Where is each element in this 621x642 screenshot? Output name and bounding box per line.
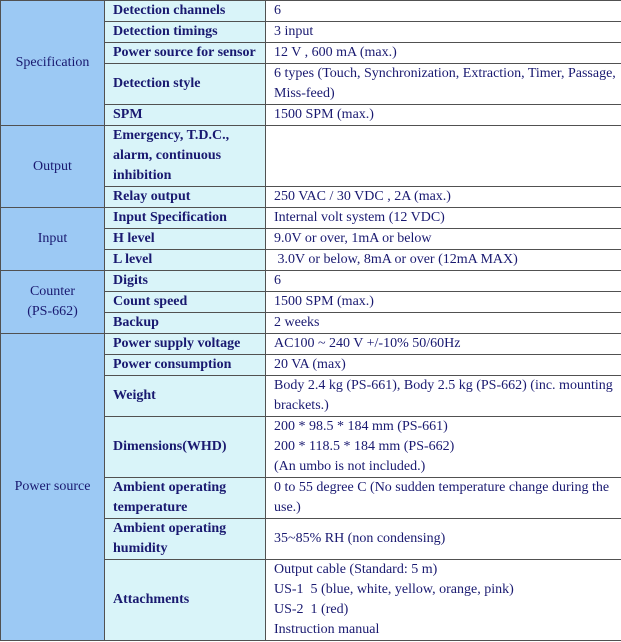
category-cell-text: Input: [37, 231, 68, 246]
spec-label-cell-text: Dimensions(WHD): [113, 439, 227, 454]
spec-label-cell: [105, 187, 266, 208]
spec-value-cell-text: US-1 5 (blue, white, yellow, orange, pink): [274, 582, 514, 597]
spec-value-cell: [266, 560, 621, 641]
spec-label-cell-text: Ambient operating: [113, 521, 227, 536]
spec-value-cell-text: 1500 SPM (max.): [274, 294, 374, 309]
table-row: [1, 126, 621, 187]
table-row: [1, 1, 621, 22]
spec-value-cell-text: 12 V , 600 mA (max.): [274, 45, 397, 60]
spec-label-cell-text: temperature: [113, 500, 188, 515]
spec-label-cell: [105, 355, 266, 376]
spec-value-cell-text: 9.0V or over, 1mA or below: [274, 231, 432, 246]
spec-value-cell: [266, 478, 621, 519]
spec-value-cell-text: 250 VAC / 30 VDC , 2A (max.): [274, 189, 451, 204]
spec-value-cell: [266, 313, 621, 334]
spec-value-cell-text: 6: [274, 3, 281, 18]
table-row: [1, 208, 621, 229]
spec-label-cell: [105, 376, 266, 417]
spec-label-cell-text: Input Specification: [113, 210, 227, 225]
category-cell: [1, 271, 105, 334]
category-cell: [1, 208, 105, 271]
spec-value-cell-text: 3 input: [274, 24, 314, 39]
spec-label-cell: [105, 250, 266, 271]
spec-label-cell-text: humidity: [113, 541, 168, 556]
spec-label-cell-text: L level: [113, 252, 153, 267]
spec-label-cell-text: Detection timings: [113, 24, 218, 39]
spec-label-cell: [105, 334, 266, 355]
spec-value-cell: [266, 417, 621, 478]
spec-value-cell-text: 20 VA (max): [274, 357, 346, 372]
spec-label-cell: [105, 1, 266, 22]
spec-value-cell: [266, 208, 621, 229]
spec-value-cell: [266, 126, 621, 187]
spec-label-cell: [105, 417, 266, 478]
spec-table-body: [1, 1, 621, 641]
spec-label-cell-text: inhibition: [113, 168, 172, 183]
spec-value-cell-text: Body 2.4 kg (PS-661), Body 2.5 kg (PS-662) (inc. mounting: [274, 378, 613, 393]
spec-value-cell-text: 1500 SPM (max.): [274, 107, 374, 122]
spec-label-cell-text: Power consumption: [113, 357, 232, 372]
spec-value-cell-text: brackets.): [274, 398, 329, 413]
spec-label-cell-text: Ambient operating: [113, 480, 227, 495]
spec-label-cell-text: Attachments: [113, 592, 190, 607]
spec-value-cell-text: 3.0V or below, 8mA or over (12mA MAX): [274, 252, 518, 267]
spec-value-cell-text: 200 * 98.5 * 184 mm (PS-661): [274, 419, 448, 434]
spec-value-cell: [266, 271, 621, 292]
spec-label-cell: [105, 229, 266, 250]
spec-value-cell: [266, 250, 621, 271]
spec-value-cell-text: US-2 1 (red): [274, 602, 349, 617]
spec-label-cell: [105, 560, 266, 641]
spec-value-cell-text: 6: [274, 273, 281, 288]
spec-label-cell-text: SPM: [113, 107, 143, 122]
spec-value-cell-text: Output cable (Standard: 5 m): [274, 562, 438, 577]
spec-value-cell-text: 2 weeks: [274, 315, 320, 330]
spec-label-cell-text: Power supply voltage: [113, 336, 241, 351]
spec-label-cell: [105, 105, 266, 126]
spec-label-cell: [105, 292, 266, 313]
spec-label-cell: [105, 313, 266, 334]
spec-label-cell-text: H level: [113, 231, 155, 246]
spec-value-cell-text: 0 to 55 degree C (No sudden temperature change during the: [274, 480, 610, 495]
spec-value-cell: [266, 1, 621, 22]
category-cell-text: (PS-662): [27, 304, 78, 319]
spec-label-cell: [105, 208, 266, 229]
spec-value-cell: [266, 376, 621, 417]
spec-value-cell-text: Internal volt system (12 VDC): [274, 210, 445, 225]
spec-label-cell-text: Power source for sensor: [113, 45, 256, 60]
spec-value-cell: [266, 519, 621, 560]
spec-label-cell-text: Digits: [113, 273, 148, 288]
spec-label-cell-text: Emergency, T.D.C.,: [113, 128, 230, 143]
category-cell-text: Counter: [29, 284, 76, 299]
spec-label-cell-text: Count speed: [113, 294, 188, 309]
spec-value-cell-text: use.): [274, 500, 301, 515]
spec-label-cell: [105, 43, 266, 64]
spec-value-cell: [266, 22, 621, 43]
category-cell: [1, 126, 105, 208]
spec-value-cell-text: (An umbo is not included.): [274, 459, 426, 474]
table-row: [1, 271, 621, 292]
spec-value-cell: [266, 229, 621, 250]
category-cell: [1, 334, 105, 641]
spec-value-cell: [266, 43, 621, 64]
category-cell-text: Specification: [15, 55, 90, 70]
spec-label-cell: [105, 478, 266, 519]
spec-label-cell-text: Weight: [113, 388, 156, 403]
spec-value-cell: [266, 334, 621, 355]
spec-label-cell-text: alarm, continuous: [113, 148, 222, 163]
spec-label-cell-text: Detection style: [113, 76, 201, 91]
spec-value-cell: [266, 105, 621, 126]
category-cell-text: Power source: [14, 479, 91, 494]
spec-value-cell: [266, 355, 621, 376]
spec-value-cell-text: 200 * 118.5 * 184 mm (PS-662): [274, 439, 455, 454]
spec-value-cell-text: Miss-feed): [274, 86, 335, 101]
spec-label-cell-text: Detection channels: [113, 3, 226, 18]
spec-value-cell: [266, 64, 621, 105]
spec-label-cell: [105, 271, 266, 292]
spec-value-cell-text: Instruction manual: [274, 622, 380, 637]
spec-label-cell: [105, 22, 266, 43]
table-row: [1, 334, 621, 355]
spec-value-cell-text: 35~85% RH (non condensing): [274, 531, 446, 546]
spec-label-cell-text: Relay output: [113, 189, 191, 204]
category-cell-text: Output: [33, 158, 72, 174]
category-cell: [1, 1, 105, 126]
spec-value-cell: [266, 187, 621, 208]
spec-value-cell: [266, 292, 621, 313]
spec-label-cell-text: Backup: [113, 315, 159, 330]
spec-label-cell: [105, 126, 266, 187]
spec-value-cell-text: AC100 ~ 240 V +/-10% 50/60Hz: [274, 336, 461, 351]
spec-label-cell: [105, 519, 266, 560]
spec-value-cell-text: 6 types (Touch, Synchronization, Extraction, Timer, Passage,: [274, 66, 616, 81]
spec-label-cell: [105, 64, 266, 105]
